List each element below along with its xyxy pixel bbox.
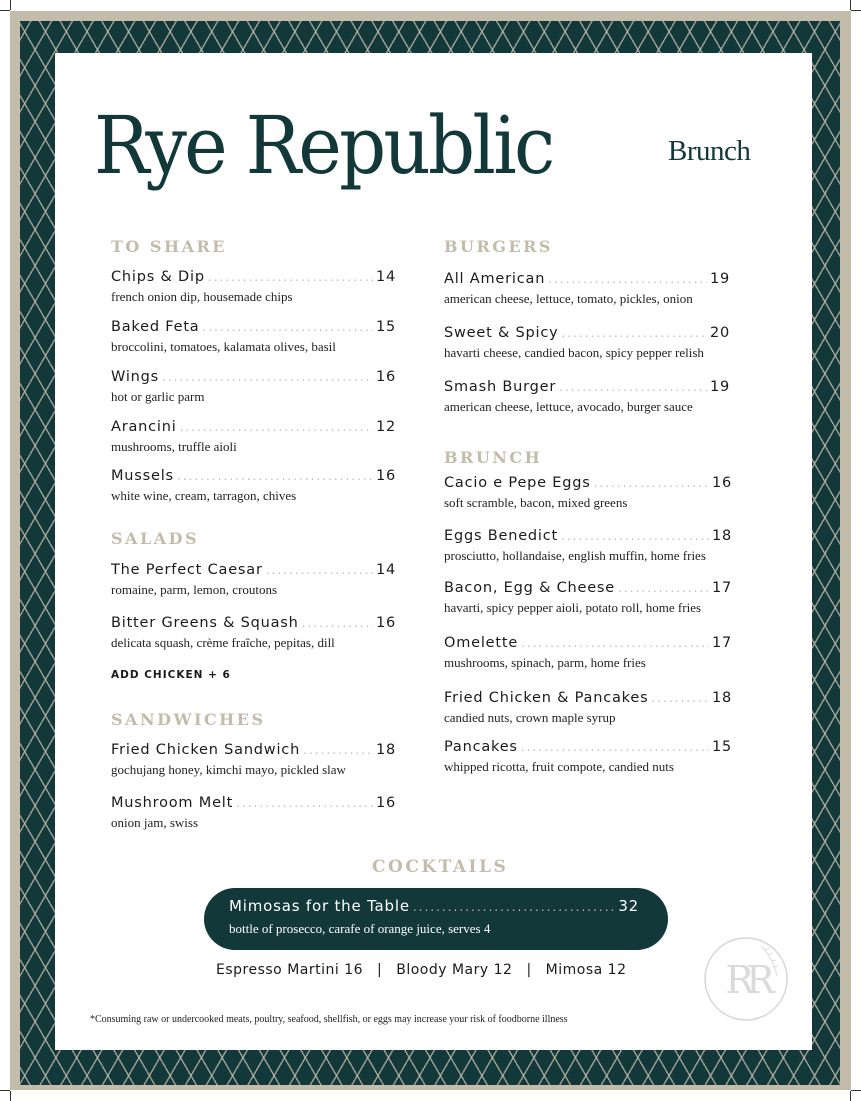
- dot-leader: [562, 326, 707, 340]
- section-heading-brunch: BRUNCH: [444, 448, 543, 467]
- crop-mark: [851, 10, 861, 11]
- menu-title: Brunch: [668, 135, 751, 167]
- item-description: american cheese, lettuce, avocado, burger sauce: [444, 399, 693, 414]
- item-description: romaine, parm, lemon, croutons: [111, 582, 278, 597]
- item-price: 12: [375, 419, 396, 435]
- add-chicken-note: ADD CHICKEN + 6: [111, 669, 231, 681]
- item-price: 19: [709, 271, 730, 287]
- dot-leader: [651, 691, 709, 705]
- item-price: 17: [711, 635, 732, 651]
- separator: |: [377, 962, 383, 978]
- restaurant-logo: Rye Republic: [94, 99, 553, 192]
- cocktail-list: [216, 962, 626, 978]
- menu-item: [111, 615, 396, 651]
- item-name: Mushroom Melt: [111, 795, 234, 811]
- item-price: 16: [375, 615, 396, 631]
- section-heading-burgers: BURGERS: [444, 237, 553, 256]
- menu-item: [111, 369, 396, 405]
- menu-item: [111, 468, 396, 504]
- item-name: Sweet & Spicy: [444, 325, 559, 341]
- dot-leader: [521, 740, 709, 754]
- item-price: 14: [375, 269, 396, 285]
- item-price: 16: [711, 475, 732, 491]
- item-name: Fried Chicken Sandwich: [111, 742, 301, 758]
- dot-leader: [208, 270, 373, 284]
- separator: |: [526, 962, 532, 978]
- item-name: All American: [444, 271, 546, 287]
- dot-leader: [177, 469, 373, 483]
- item-name: Bitter Greens & Squash: [111, 615, 299, 631]
- item-description: prosciutto, hollandaise, english muffin, home fries: [444, 548, 706, 563]
- dot-leader: [303, 743, 373, 757]
- dot-leader: [548, 272, 707, 286]
- menu-item: [444, 271, 730, 307]
- item-price: 17: [711, 580, 732, 596]
- svg-text:RR: RR: [725, 958, 767, 1002]
- food-safety-disclaimer: *Consuming raw or undercooked meats, poultry, seafood, shellfish, or eggs may increase your risk of foodborne illness: [90, 1014, 568, 1025]
- item-price: 18: [375, 742, 396, 758]
- dot-leader: [559, 380, 707, 394]
- item-description: french onion dip, housemade chips: [111, 289, 293, 304]
- item-price: 32: [618, 897, 639, 915]
- section-heading-cocktails: COCKTAILS: [372, 857, 509, 877]
- menu-item: [111, 419, 396, 455]
- item-price: 19: [709, 379, 730, 395]
- item-price: 15: [375, 319, 396, 335]
- dot-leader: [180, 420, 373, 434]
- menu-item: [111, 562, 396, 598]
- menu-item: [444, 690, 732, 726]
- menu-item: [111, 319, 396, 355]
- item-name: Arancini: [111, 419, 177, 435]
- menu-item: [111, 742, 396, 778]
- item-price: 18: [711, 690, 732, 706]
- item-name: Eggs Benedict: [444, 528, 559, 544]
- item-description: havarti cheese, candied bacon, spicy pepper relish: [444, 345, 704, 360]
- item-description: hot or garlic parm: [111, 389, 205, 404]
- item-name: Pancakes: [444, 739, 518, 755]
- crop-mark: [850, 0, 851, 10]
- section-heading-salads: SALADS: [111, 529, 200, 548]
- item-description: candied nuts, crown maple syrup: [444, 710, 616, 725]
- item-name: The Perfect Caesar: [111, 562, 263, 578]
- crop-mark: [0, 10, 10, 11]
- menu-item: [444, 379, 730, 415]
- item-description: white wine, cream, tarragon, chives: [111, 488, 297, 503]
- item-description: havarti, spicy pepper aioli, potato roll, home fries: [444, 600, 702, 615]
- item-description: bottle of prosecco, carafe of orange juice, serves 4: [229, 921, 491, 936]
- item-description: whipped ricotta, fruit compote, candied nuts: [444, 759, 674, 774]
- crop-mark: [10, 0, 11, 10]
- item-price: 14: [375, 562, 396, 578]
- item-name: Cacio e Pepe Eggs: [444, 475, 591, 491]
- menu-item: [444, 475, 732, 511]
- menu-item: [444, 580, 732, 616]
- cocktail-item: Mimosa 12: [545, 962, 627, 978]
- item-description: gochujang honey, kimchi mayo, pickled slaw: [111, 762, 346, 777]
- rr-monogram-seal: [703, 936, 789, 1022]
- item-name: Smash Burger: [444, 379, 557, 395]
- item-description: onion jam, swiss: [111, 815, 199, 830]
- menu-item: [111, 795, 396, 831]
- item-description: mushrooms, spinach, parm, home fries: [444, 655, 646, 670]
- item-name: Omelette: [444, 635, 519, 651]
- crop-mark: [851, 1090, 861, 1091]
- crop-mark: [10, 1091, 11, 1101]
- menu-item: [444, 528, 732, 564]
- dot-leader: [266, 563, 373, 577]
- item-name: Bacon, Egg & Cheese: [444, 580, 616, 596]
- dot-leader: [203, 320, 373, 334]
- cocktail-item: Espresso Martini 16: [216, 962, 364, 978]
- dot-leader: [594, 476, 709, 490]
- item-name: Baked Feta: [111, 319, 200, 335]
- item-description: mushrooms, truffle aioli: [111, 439, 237, 454]
- menu-item: [444, 739, 732, 775]
- crop-mark: [0, 1090, 10, 1091]
- item-price: 16: [375, 369, 396, 385]
- section-heading-to-share: TO SHARE: [111, 237, 227, 256]
- item-description: american cheese, lettuce, tomato, pickles, onion: [444, 291, 693, 306]
- dot-leader: [521, 636, 709, 650]
- menu-item: [444, 635, 732, 671]
- item-name: Mussels: [111, 468, 174, 484]
- menu-item: [111, 269, 396, 305]
- section-heading-sandwiches: SANDWICHES: [111, 710, 266, 729]
- dot-leader: [236, 796, 373, 810]
- item-price: 16: [375, 795, 396, 811]
- featured-cocktail-banner: [204, 888, 668, 950]
- item-description: delicata squash, crème fraîche, pepitas, dill: [111, 635, 335, 650]
- item-price: 20: [709, 325, 730, 341]
- item-description: broccolini, tomatoes, kalamata olives, basil: [111, 339, 336, 354]
- item-price: 18: [711, 528, 732, 544]
- cocktail-item: Bloody Mary 12: [396, 962, 513, 978]
- item-name: Chips & Dip: [111, 269, 205, 285]
- dot-leader: [561, 529, 709, 543]
- item-description: soft scramble, bacon, mixed greens: [444, 495, 628, 510]
- dot-leader: [162, 370, 373, 384]
- menu-item: [444, 325, 730, 361]
- item-name: Mimosas for the Table: [229, 897, 410, 915]
- crop-mark: [850, 1091, 851, 1101]
- dot-leader: [302, 616, 373, 630]
- dot-leader: [413, 900, 615, 914]
- item-name: Wings: [111, 369, 159, 385]
- item-name: Fried Chicken & Pancakes: [444, 690, 649, 706]
- item-price: 15: [711, 739, 732, 755]
- dot-leader: [618, 581, 709, 595]
- item-price: 16: [375, 468, 396, 484]
